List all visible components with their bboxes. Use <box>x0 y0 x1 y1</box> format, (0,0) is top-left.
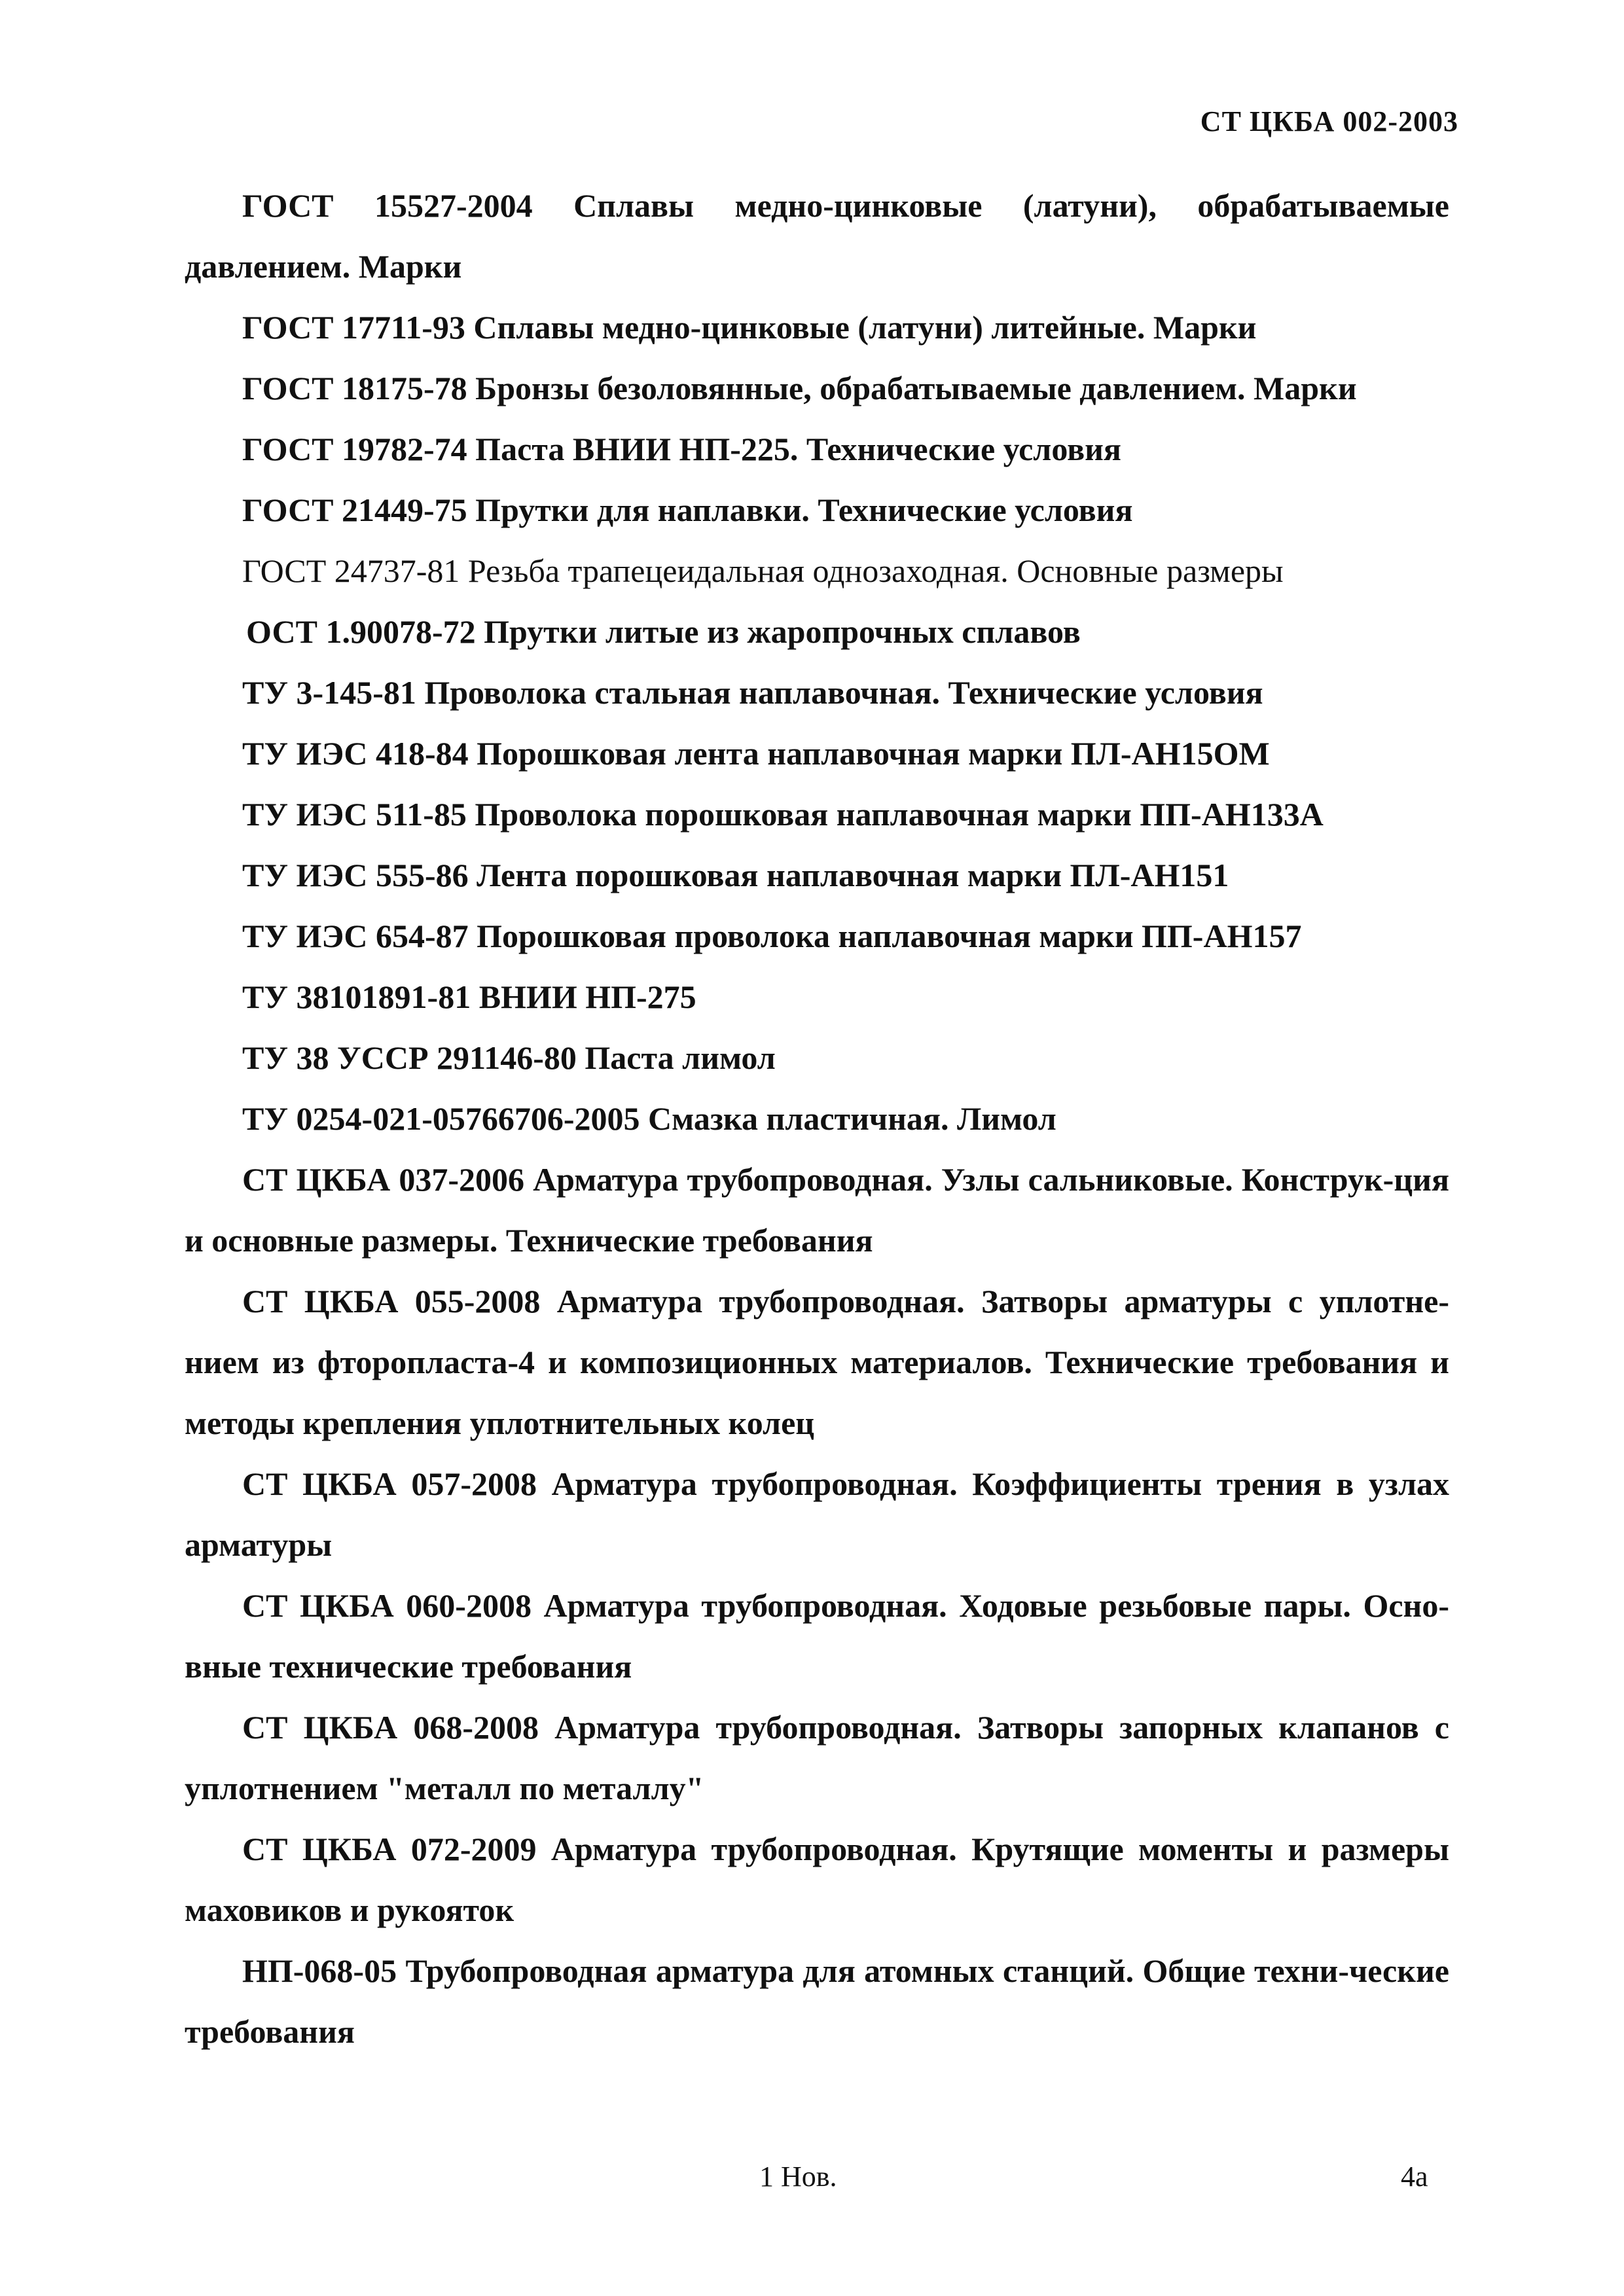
reference-item: ТУ ИЭС 511-85 Проволока порошковая наплавочная марки ПП-АН133А <box>242 796 1324 833</box>
reference-item: СТ ЦКБА 057-2008 Арматура трубопроводная. Коэффициенты трения в узлах арматуры <box>185 1465 1449 1563</box>
document-code-header: СТ ЦКБА 002-2003 <box>1200 105 1458 137</box>
reference-item: СТ ЦКБА 055-2008 Арматура трубопроводная. Затворы арматуры с уплотне-нием из фторопласта-4 и композиционных материалов. Технические требования и методы крепления уплотнительных колец <box>185 1283 1449 1441</box>
normative-references-list <box>185 175 1449 2062</box>
page-number: 4а <box>1401 2161 1428 2193</box>
reference-item: ТУ ИЭС 654-87 Порошковая проволока наплавочная марки ПП-АН157 <box>242 918 1302 954</box>
reference-item: ГОСТ 19782-74 Паста ВНИИ НП-225. Технические условия <box>242 431 1121 467</box>
reference-item: ТУ 3-145-81 Проволока стальная наплавочная. Технические условия <box>242 674 1263 711</box>
reference-item: ТУ 38101891-81 ВНИИ НП-275 <box>242 978 696 1015</box>
reference-item: ТУ 0254-021-05766706-2005 Смазка пластичная. Лимол <box>242 1100 1056 1137</box>
reference-item: ГОСТ 18175-78 Бронзы безоловянные, обрабатываемые давлением. Марки <box>242 370 1357 406</box>
reference-item: СТ ЦКБА 072-2009 Арматура трубопроводная. Крутящие моменты и размеры маховиков и рукояток <box>185 1831 1449 1928</box>
change-note: 1 Нов. <box>759 2161 837 2193</box>
reference-item: ГОСТ 17711-93 Сплавы медно-цинковые (латуни) литейные. Марки <box>242 309 1257 346</box>
reference-item: ГОСТ 24737-81 Резьба трапецеидальная однозаходная. Основные размеры <box>242 552 1284 589</box>
reference-item: ТУ ИЭС 555-86 Лента порошковая наплавочная марки ПЛ-АН151 <box>242 857 1229 893</box>
reference-item: СТ ЦКБА 068-2008 Арматура трубопроводная. Затворы запорных клапанов с уплотнением "металл по металлу" <box>185 1709 1449 1806</box>
reference-item: СТ ЦКБА 037-2006 Арматура трубопроводная. Узлы сальниковые. Конструк-ция и основные размеры. Технические требования <box>185 1161 1449 1259</box>
reference-item: ГОСТ 21449-75 Прутки для наплавки. Технические условия <box>242 492 1133 528</box>
reference-item: НП-068-05 Трубопроводная арматура для атомных станций. Общие техни-ческие требования <box>185 1952 1449 2050</box>
reference-item: ТУ ИЭС 418-84 Порошковая лента наплавочная марки ПЛ-АН15ОМ <box>242 735 1270 772</box>
reference-item: СТ ЦКБА 060-2008 Арматура трубопроводная. Ходовые резьбовые пары. Осно-вные технические требования <box>185 1587 1449 1685</box>
reference-item: ОСТ 1.90078-72 Прутки литые из жаропрочных сплавов <box>246 613 1081 650</box>
reference-item: ТУ 38 УССР 291146-80 Паста лимол <box>242 1039 776 1076</box>
reference-item: ГОСТ 15527-2004 Сплавы медно-цинковые (латуни), обрабатываемые давлением. Марки <box>185 187 1449 285</box>
